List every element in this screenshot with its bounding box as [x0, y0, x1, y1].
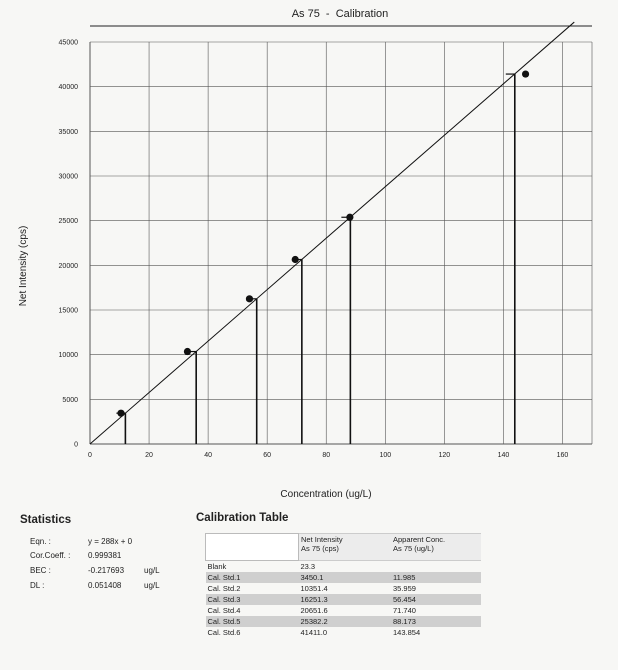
y-tick-label: 35000 [58, 128, 78, 136]
y-tick-label: 0 [74, 441, 78, 449]
stat-unit: ug/L [144, 566, 160, 575]
stat-label: DL : [30, 581, 45, 590]
x-tick-label: 0 [88, 452, 92, 459]
row-conc: 35.959 [393, 584, 416, 593]
table-row [206, 627, 482, 638]
row-intensity: 23.3 [300, 562, 316, 571]
row-conc: 143.854 [393, 628, 421, 637]
data-point [117, 410, 124, 417]
row-conc [391, 561, 481, 573]
stat-value: -0.217693 [88, 566, 125, 575]
x-tick-label: 80 [322, 452, 331, 459]
stems [116, 74, 514, 444]
fit-line [90, 22, 574, 444]
header-conc-line1: Apparent Conc. [393, 535, 446, 544]
y-tick-label: 30000 [58, 173, 78, 181]
header-blank-cell [206, 534, 299, 561]
x-tick-label: 140 [497, 452, 510, 459]
x-tick-label: 160 [556, 452, 569, 459]
x-tick-label: 100 [379, 452, 392, 459]
y-tick-labels [59, 40, 79, 449]
y-tick-label: 20000 [58, 262, 78, 270]
stat-label: Eqn. : [30, 537, 51, 546]
header-apparent-conc [391, 534, 481, 561]
stat-unit: ug/L [144, 581, 160, 590]
table-row [206, 605, 482, 616]
data-point [246, 295, 253, 302]
row-conc: 71.740 [393, 606, 416, 615]
row-name: Cal. Std.1 [206, 572, 299, 583]
row-intensity: 3450.1 [299, 572, 392, 583]
y-tick-label: 45000 [58, 39, 78, 47]
x-axis-label: Concentration (ug/L) [280, 489, 372, 500]
row-name: Cal. Std.3 [206, 594, 299, 605]
row-conc: 56.454 [391, 594, 481, 605]
table-row [206, 616, 482, 627]
calibration-table [205, 533, 481, 638]
x-tick-label: 120 [438, 452, 451, 459]
grid [90, 42, 592, 444]
stat-label: Cor.Coeff. : [30, 551, 71, 560]
header-net-intensity [299, 534, 392, 561]
y-tick-label: 25000 [58, 218, 78, 226]
data-point [184, 348, 191, 355]
stat-value: y = 288x + 0 [88, 537, 133, 546]
row-intensity: 41411.0 [300, 628, 328, 637]
x-tick-label: 40 [204, 452, 213, 459]
x-tick-label: 20 [145, 452, 153, 459]
table-row [206, 561, 482, 573]
x-tick-labels [88, 452, 568, 459]
row-name: Cal. Std.2 [207, 584, 241, 593]
data-point [522, 70, 529, 77]
row-conc: 88.173 [391, 616, 481, 627]
row-intensity: 16251.3 [299, 594, 392, 605]
row-conc: 11.985 [391, 572, 481, 583]
row-intensity: 10351.4 [300, 584, 328, 593]
stat-value: 0.051408 [88, 581, 122, 590]
data-point [292, 256, 299, 263]
y-tick-label: 40000 [58, 84, 78, 92]
header-ni-line1: Net Intensity [301, 535, 343, 544]
row-name: Cal. Std.4 [207, 606, 241, 615]
chart-title: As 75 - Calibration [291, 8, 389, 20]
table-header-row [206, 534, 482, 561]
row-name: Cal. Std.5 [206, 616, 299, 627]
y-tick-label: 5000 [62, 396, 78, 404]
y-axis-label: Net Intensity (cps) [18, 225, 29, 307]
stat-value: 0.999381 [88, 551, 122, 560]
calibration-table-heading: Calibration Table [196, 512, 289, 524]
header-ni-line2: As 75 (cps) [301, 544, 339, 553]
row-name: Cal. Std.6 [207, 628, 241, 637]
header-conc-line2: As 75 (ug/L) [393, 544, 434, 553]
row-intensity: 20651.6 [300, 606, 328, 615]
row-name: Blank [207, 562, 227, 571]
x-tick-label: 60 [263, 452, 272, 459]
table-row [206, 583, 482, 594]
y-tick-label: 10000 [58, 352, 78, 360]
data-point [346, 214, 353, 221]
statistics-heading: Statistics [20, 514, 72, 526]
data-points [117, 70, 529, 416]
stat-label: BEC : [30, 566, 51, 575]
y-tick-label: 15000 [58, 307, 78, 315]
table-row [206, 594, 482, 605]
row-intensity: 25382.2 [299, 616, 392, 627]
table-row [206, 572, 482, 583]
